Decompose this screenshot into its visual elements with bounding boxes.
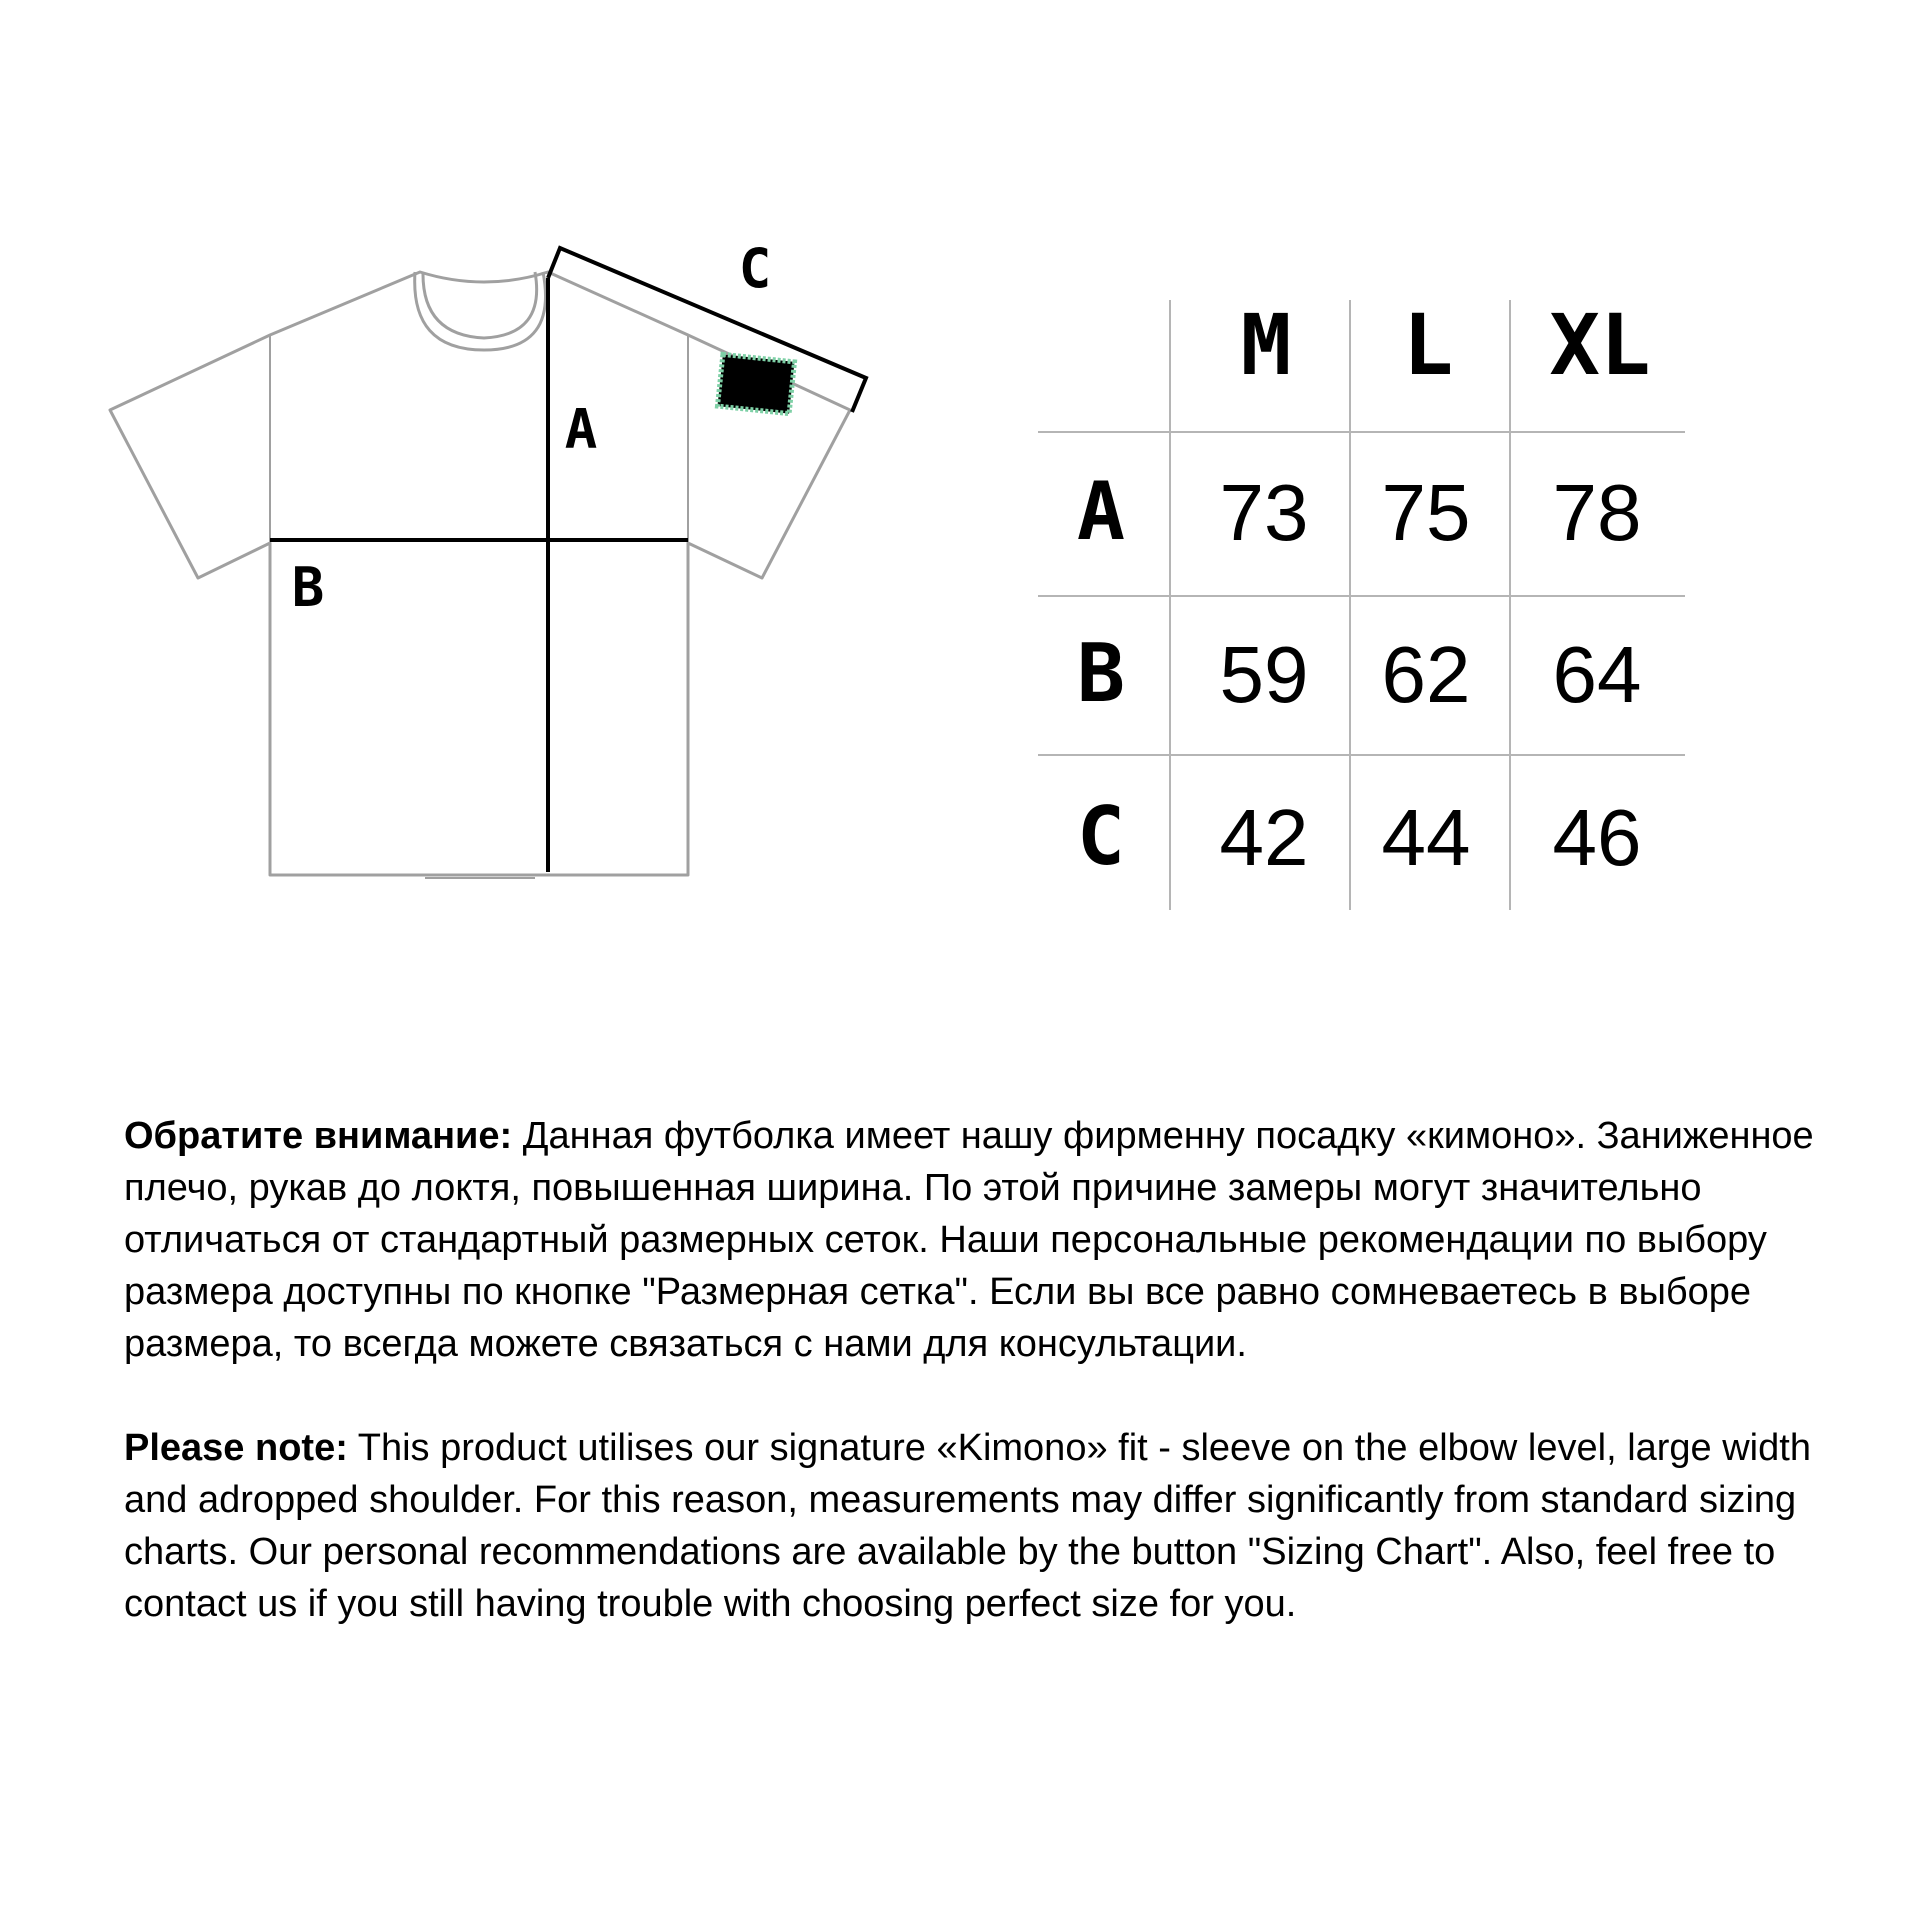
note-ru-title: Обратите внимание: [124, 1115, 513, 1157]
fit-notes [124, 1110, 1864, 1630]
note-en-title: Please note: [124, 1427, 348, 1469]
note-en [124, 1422, 1864, 1630]
size-header-m: M [1240, 296, 1292, 394]
row-label-b: B [1076, 627, 1126, 720]
cell-c-m: 42 [1219, 793, 1309, 882]
cell-b-m: 59 [1219, 630, 1309, 719]
note-en-text: This product utilises our signature «Kimono» fit - sleeve on the elbow level, large width and adropped shoulder. For this reason, measurements may differ significantly from standard sizing charts. Our personal recommendations are available by the button "Sizing Chart". Also, feel free to contact us if you still having trouble with choosing perfect size for you. [124, 1427, 1811, 1625]
size-header-l: L [1402, 296, 1454, 394]
label-c: C [738, 237, 772, 300]
size-table-header [1241, 296, 1651, 394]
measure-c-line [548, 248, 866, 412]
cell-a-l: 75 [1381, 468, 1471, 557]
cell-c-xl: 46 [1552, 793, 1642, 882]
size-table-values [1220, 468, 1642, 882]
chest-patch [717, 354, 794, 413]
cell-a-xl: 78 [1552, 468, 1642, 557]
row-label-c: C [1076, 790, 1126, 883]
label-a: A [564, 398, 598, 461]
cell-b-l: 62 [1381, 630, 1471, 719]
note-ru [124, 1110, 1864, 1370]
measurement-lines [270, 248, 866, 872]
size-table-row-labels [1077, 465, 1125, 883]
cell-b-xl: 64 [1552, 630, 1642, 719]
note-ru-text: Данная футболка имеет нашу фирменну посадку «кимоно». Заниженное плечо, рукав до локтя, повышенная ширина. По этой причине замеры могут значительно отличаться от стандартный размерных сеток. Наши персональные рекомендации по выбору размера доступны по кнопке "Размерная сетка". Если вы все равно сомневаетесь в выборе размера, то всегда можете связаться с нами для консультации. [124, 1115, 1814, 1365]
cell-c-l: 44 [1381, 793, 1471, 882]
size-header-xl: XL [1549, 296, 1651, 394]
row-label-a: A [1076, 465, 1126, 558]
label-b: B [291, 556, 325, 619]
cell-a-m: 73 [1219, 468, 1309, 557]
